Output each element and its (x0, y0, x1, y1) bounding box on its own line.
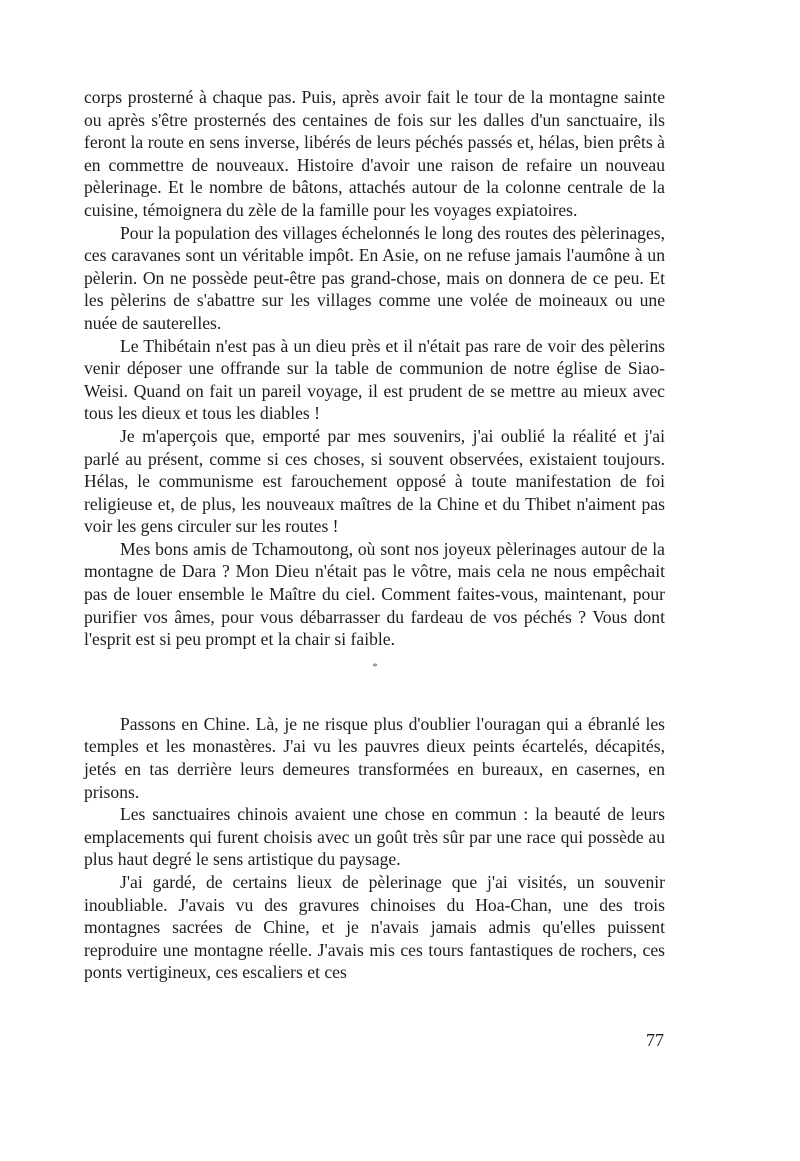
paragraph: Le Thibétain n'est pas à un dieu près et il n'était pas rare de voir des pèlerins venir déposer une offrande sur la table de communion de notre église de Siao-Weisi. Quand on fait un pareil voyage, il est prudent de se mettre au mieux avec tous les dieux et tous les diables ! (84, 335, 665, 424)
paragraph: Pour la population des villages échelonnés le long des routes des pèlerinages, ces caravanes sont un véritable impôt. En Asie, on ne refuse jamais l'aumône à un pèlerin. On ne possède peut-être pas grand-chose, mais on donnera de ce peu. Et les pèlerins de s'abattre sur les villages comme une volée de moineaux ou une nuée de sauterelles. (84, 222, 665, 333)
section-separator: * (372, 661, 378, 673)
page-number: 77 (646, 1030, 664, 1050)
paragraph: Je m'aperçois que, emporté par mes souvenirs, j'ai oublié la réalité et j'ai parlé au présent, comme si ces choses, si souvent observées, existaient toujours. Hélas, le communisme est farouchement opposé à toute manifestation de foi religieuse et, de plus, les nouveaux maîtres de la Chine et du Thibet n'aiment pas voir les gens circuler sur les routes ! (84, 425, 665, 537)
paragraph: Mes bons amis de Tchamoutong, où sont nos joyeux pèlerinages autour de la montagne de Dara ? Mon Dieu n'était pas le vôtre, mais cela ne nous empêchait pas de louer ensemble le Maître du ciel. Comment faites-vous, maintenant, pour purifier vos âmes, pour vous débarrasser du fardeau de vos péchés ? Vous dont l'esprit est si peu prompt et la chair si faible. (84, 538, 665, 650)
paragraph: Les sanctuaires chinois avaient une chose en commun : la beauté de leurs emplacements qui furent choisis avec un goût très sûr par une race qui possède au plus haut degré le sens artistique du paysage. (84, 804, 665, 870)
page-body (84, 86, 665, 984)
paragraph: corps prosterné à chaque pas. Puis, après avoir fait le tour de la montagne sainte ou après s'être prosternés des centaines de fois sur les dalles d'un sanctuaire, ils feront la route en sens inverse, libérés de leurs péchés passés et, hélas, bien prêts à en commettre de nouveaux. Histoire d'avoir une raison de refaire un nouveau pèlerinage. Et le nombre de bâtons, attachés autour de la colonne centrale de la cuisine, témoignera du zèle de la famille pour les voyages expiatoires. (84, 87, 665, 220)
paragraph: J'ai gardé, de certains lieux de pèlerinage que j'ai visités, un souvenir inoubliable. J'avais vu des gravures chinoises du Hoa-Chan, une des trois montagnes sacrées de Chine, et je n'avais jamais admis qu'elles puissent reproduire une montagne réelle. J'avais mis ces tours fantastiques de rochers, ces ponts vertigineux, ces escaliers et ces (84, 872, 665, 983)
paragraph: Passons en Chine. Là, je ne risque plus d'oublier l'ouragan qui a ébranlé les temples et les monastères. J'ai vu les pauvres dieux peints écartelés, décapités, jetés en tas derrière leurs demeures transformées en bureaux, en casernes, en prisons. (84, 713, 665, 802)
